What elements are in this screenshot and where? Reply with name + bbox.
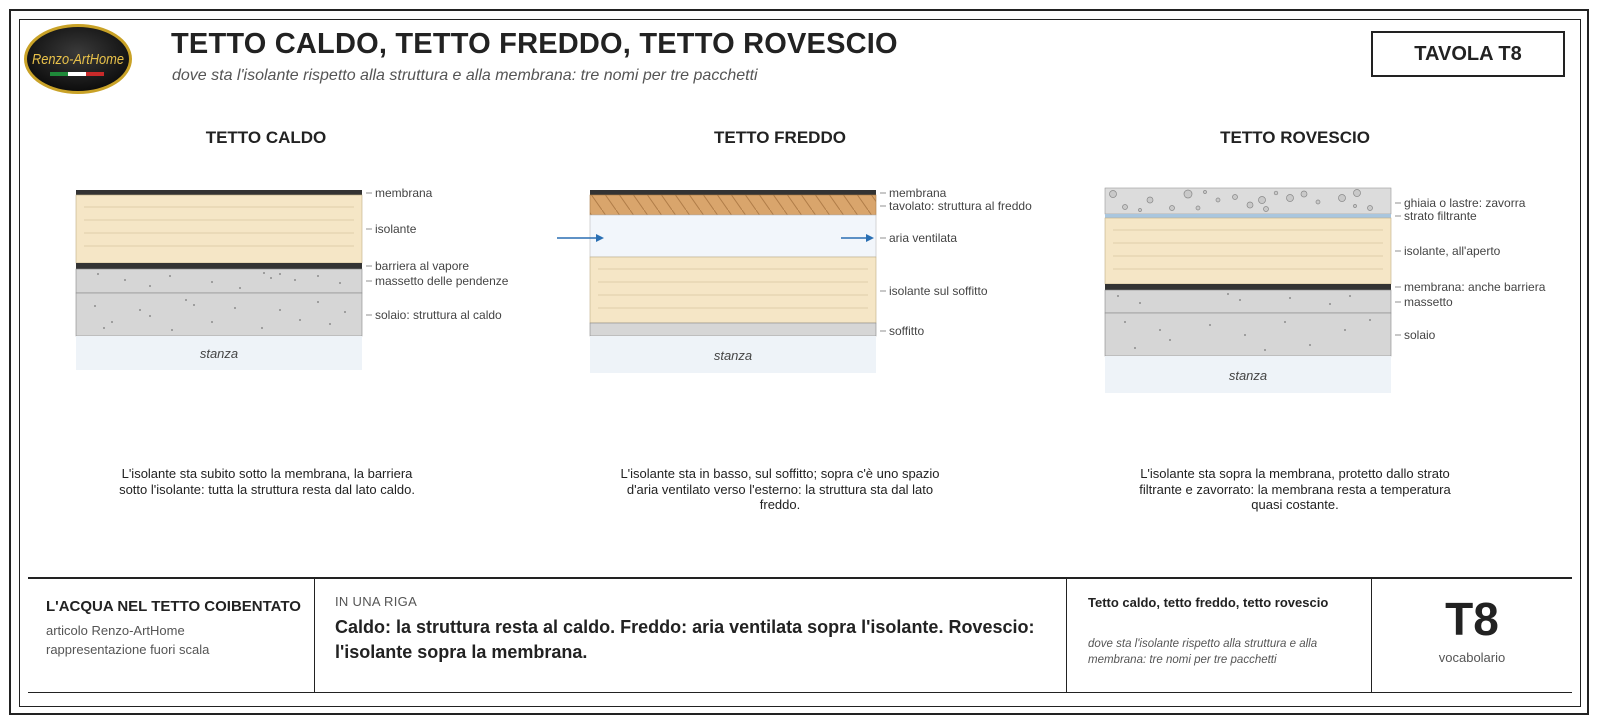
logo-text: Renzo-ArtHome <box>32 51 124 68</box>
rovescio-room-label: stanza <box>1228 368 1268 383</box>
title-tetto-caldo: TETTO CALDO <box>205 128 327 147</box>
caldo-screed-layer <box>76 269 362 293</box>
caldo-label-solaio: solaio: struttura al caldo <box>375 308 502 322</box>
rovescio-filter-layer <box>1105 214 1391 218</box>
description-tetto-caldo: L'isolante sta subito sotto la membrana, la barriera sotto l'isolante: tutta la struttura resta dal lato caldo. <box>119 466 415 497</box>
ventilation-arrow-in <box>557 234 604 242</box>
diagram-tetto-freddo <box>557 186 1032 373</box>
rovescio-label-solaio: solaio <box>1404 328 1436 342</box>
freddo-air-layer <box>590 215 876 257</box>
freddo-membrane-layer <box>590 190 876 195</box>
rovescio-insulation-layer <box>1105 218 1391 284</box>
title-tetto-freddo: TETTO FREDDO <box>714 128 846 147</box>
caldo-label-isolante: isolante <box>375 222 417 236</box>
caldo-vapor-barrier-layer <box>76 263 362 269</box>
rovescio-label-massetto: massetto <box>1404 295 1453 309</box>
sheet-code: T8 <box>1445 593 1499 645</box>
caldo-insulation-layer <box>76 195 362 263</box>
diagram-tetto-caldo <box>76 186 509 370</box>
description-tetto-freddo: L'isolante sta in basso, sul soffitto; sopra c'è uno spazio d'aria ventilato verso l'esterno: la struttura sta dal lato freddo. <box>620 466 940 512</box>
freddo-planking-layer <box>590 195 876 215</box>
roof-diagrams <box>0 170 1600 410</box>
rovescio-slab-layer <box>1105 313 1391 356</box>
page-subtitle: dove sta l'isolante rispetto alla struttura e alla membrana: tre nomi per tre pacchetti <box>172 67 758 84</box>
sheet-title: Tetto caldo, tetto freddo, tetto rovescio <box>1088 595 1329 610</box>
article-scale-note: rappresentazione fuori scala <box>46 642 210 657</box>
rovescio-label-membrana: membrana: anche barriera <box>1404 280 1546 294</box>
rovescio-screed-layer <box>1105 290 1391 313</box>
caldo-room-label: stanza <box>199 346 239 361</box>
title-block-divider <box>1066 577 1067 693</box>
caldo-label-massetto: massetto delle pendenze <box>375 274 509 288</box>
renzo-arthome-logo <box>22 22 134 96</box>
freddo-insulation-layer <box>590 257 876 323</box>
article-title: L'ACQUA NEL TETTO COIBENTATO <box>46 598 301 615</box>
sheet-code-label: vocabolario <box>1438 650 1506 665</box>
rovescio-membrane-layer <box>1105 284 1391 290</box>
summary-label: IN UNA RIGA <box>335 594 418 609</box>
rovescio-label-ghiaia: ghiaia o lastre: zavorra <box>1404 196 1526 210</box>
freddo-ceiling-layer <box>590 323 876 336</box>
article-source: articolo Renzo-ArtHome <box>46 623 185 638</box>
summary-text: Caldo: la struttura resta al caldo. Freddo: aria ventilata sopra l'isolante. Rovescio: l'isolante sopra la membrana. <box>335 617 1035 662</box>
freddo-label-tavolato: tavolato: struttura al freddo <box>889 199 1032 213</box>
caldo-label-membrana: membrana <box>375 186 433 200</box>
freddo-label-aria: aria ventilata <box>889 231 958 245</box>
freddo-room-label: stanza <box>713 348 753 363</box>
rovescio-label-filtrante: strato filtrante <box>1404 209 1477 223</box>
freddo-label-soffitto: soffitto <box>889 324 925 338</box>
page-title: TETTO CALDO, TETTO FREDDO, TETTO ROVESCIO <box>171 28 898 60</box>
title-block-divider <box>314 577 315 693</box>
caldo-membrane-layer <box>76 190 362 195</box>
diagram-tetto-rovescio <box>1105 188 1546 393</box>
rovescio-label-isolante: isolante, all'aperto <box>1404 244 1501 258</box>
sheet-subtitle: dove sta l'isolante rispetto alla struttura e alla membrana: tre nomi per tre pacchetti <box>1088 638 1318 666</box>
title-tetto-rovescio: TETTO ROVESCIO <box>1220 128 1370 147</box>
freddo-label-isolante: isolante sul soffitto <box>889 284 988 298</box>
caldo-label-barriera: barriera al vapore <box>375 259 470 273</box>
description-tetto-rovescio: L'isolante sta sopra la membrana, protetto dallo strato filtrante e zavorrato: la membrana resta a temperatura quasi costante. <box>1139 466 1451 512</box>
tavola-badge: TAVOLA T8 <box>1371 31 1565 77</box>
freddo-label-membrana: membrana <box>889 186 947 200</box>
caldo-slab-layer <box>76 293 362 336</box>
